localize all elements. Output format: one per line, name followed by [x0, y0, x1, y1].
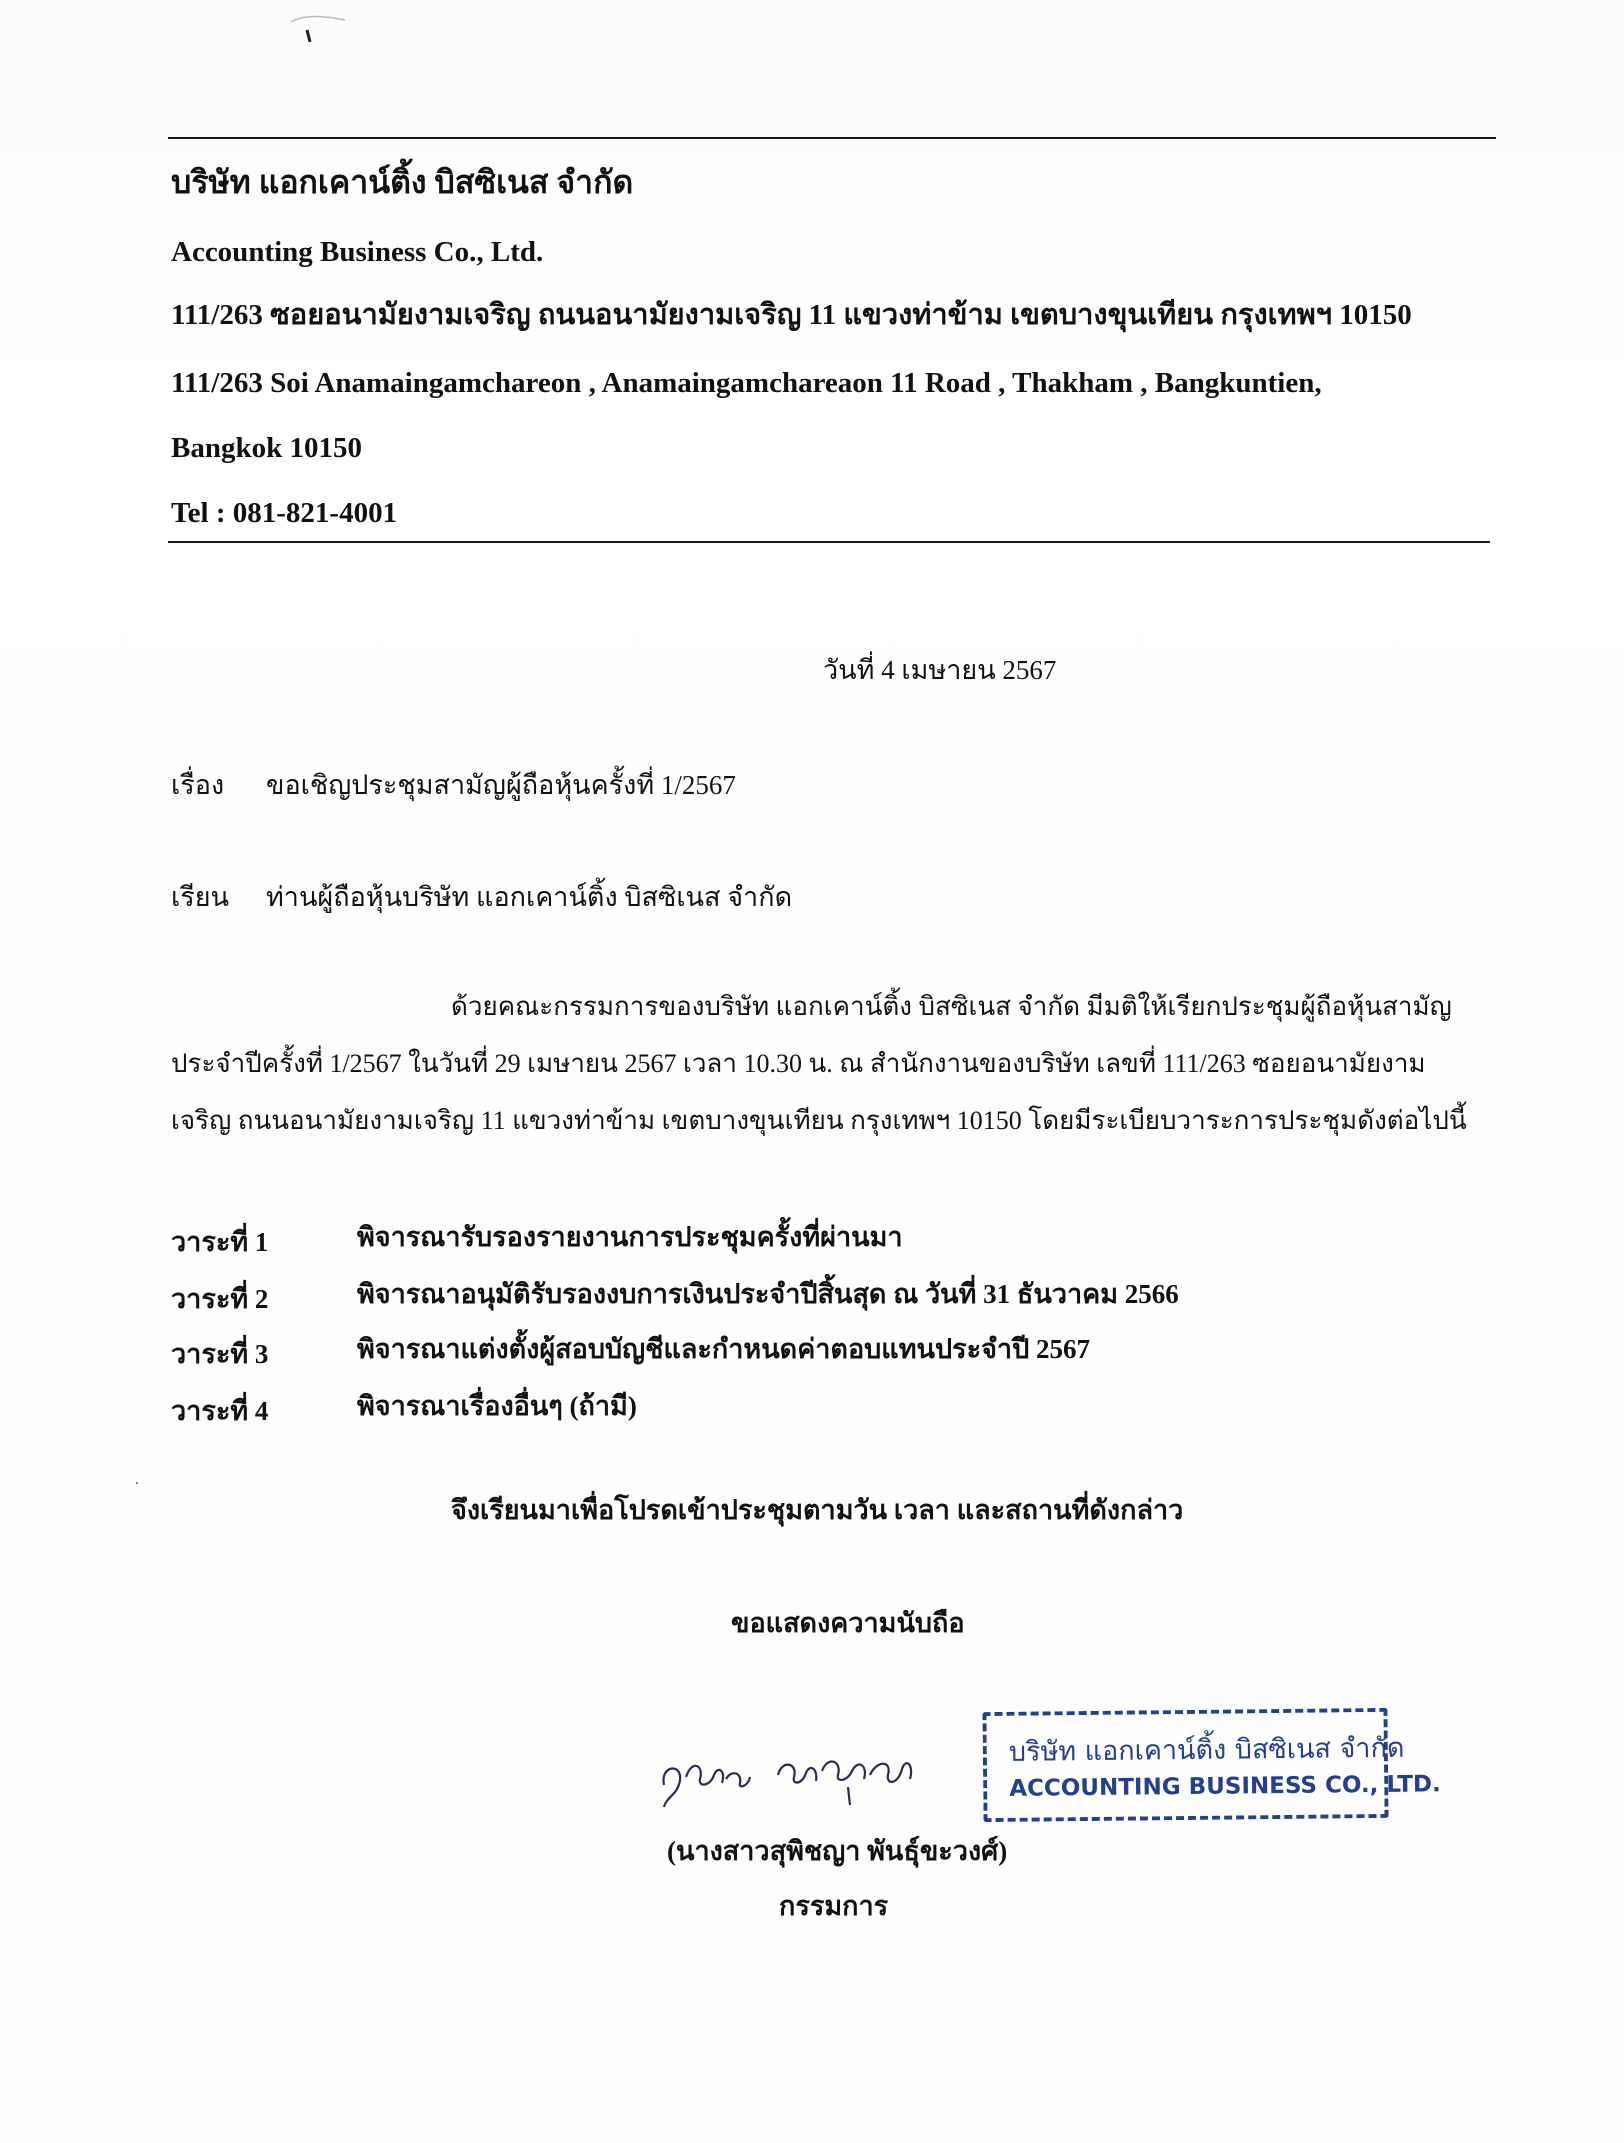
subject-label: เรื่อง [171, 770, 225, 800]
scan-mark-icon [285, 12, 355, 42]
recipient-label: เรียน [171, 882, 230, 912]
handwritten-signature [652, 1735, 922, 1815]
agenda-text-3: พิจารณาแต่งตั้งผู้สอบบัญชีและกำหนดค่าตอบแทนประจำปี 2567 [357, 1334, 1090, 1364]
letter-date: วันที่ 4 เมษายน 2567 [823, 655, 1057, 685]
agenda-label-2: วาระที่ 2 [171, 1284, 269, 1314]
complimentary-close: ขอแสดงความนับถือ [731, 1608, 965, 1638]
header-top-rule [168, 137, 1496, 139]
agenda-label-4: วาระที่ 4 [171, 1396, 269, 1426]
agenda-text-2: พิจารณาอนุมัติรับรองงบการเงินประจำปีสิ้นสุด ณ วันที่ 31 ธันวาคม 2566 [357, 1279, 1179, 1309]
recipient-text: ท่านผู้ถือหุ้นบริษัท แอกเคาน์ติ้ง บิสซิเนส จำกัด [266, 882, 793, 912]
company-name-en: Accounting Business Co., Ltd. [171, 236, 544, 268]
subject-text: ขอเชิญประชุมสามัญผู้ถือหุ้นครั้งที่ 1/2567 [266, 770, 736, 800]
body-paragraph-line1: ด้วยคณะกรรมการของบริษัท แอกเคาน์ติ้ง บิสซิเนส จำกัด มีมติให้เรียกประชุมผู้ถือหุ้นสามัญ [451, 992, 1452, 1021]
signatory-position: กรรมการ [779, 1891, 889, 1921]
body-paragraph-line3: เจริญ ถนนอนามัยงามเจริญ 11 แขวงท่าข้าม เขตบางขุนเทียน กรุงเทพฯ 10150 โดยมีระเบียบวาระการประชุมดังต่อไปนี้ [171, 1106, 1467, 1135]
company-stamp [982, 1708, 1441, 1822]
closing-sentence: จึงเรียนมาเพื่อโปรดเข้าประชุมตามวัน เวลา และสถานที่ดังกล่าว [451, 1495, 1184, 1525]
stamp-text-en: ACCOUNTING BUSINESS CO., LTD. [1009, 1771, 1441, 1802]
scan-speck [136, 1482, 138, 1484]
agenda-text-1: พิจารณารับรองรายงานการประชุมครั้งที่ผ่านมา [357, 1222, 903, 1252]
header-bottom-rule [168, 541, 1490, 543]
agenda-text-4: พิจารณาเรื่องอื่นๆ (ถ้ามี) [357, 1391, 637, 1421]
stamp-text-th: บริษัท แอกเคาน์ติ้ง บิสซิเนส จำกัด [1008, 1732, 1405, 1768]
telephone: Tel : 081-821-4001 [171, 497, 398, 529]
company-name-th: บริษัท แอกเคาน์ติ้ง บิสซิเนส จำกัด [171, 164, 634, 200]
agenda-label-3: วาระที่ 3 [171, 1339, 269, 1369]
address-th: 111/263 ซอยอนามัยงามเจริญ ถนนอนามัยงามเจริญ 11 แขวงท่าข้าม เขตบางขุนเทียน กรุงเทพฯ 10150 [171, 299, 1412, 331]
signatory-name: (นางสาวสุพิชญา พันธุ์ขะวงศ์) [667, 1836, 1008, 1866]
address-en-line2: Bangkok 10150 [171, 432, 362, 464]
body-paragraph-line2: ประจำปีครั้งที่ 1/2567 ในวันที่ 29 เมษายน 2567 เวลา 10.30 น. ณ สำนักงานของบริษัท เลขที่ 111/263 ซอยอนามัยงาม [171, 1049, 1426, 1078]
address-en-line1: 111/263 Soi Anamaingamchareon , Anamaingamchareaon 11 Road , Thakham , Bangkuntien, [171, 367, 1322, 399]
agenda-label-1: วาระที่ 1 [171, 1227, 269, 1257]
